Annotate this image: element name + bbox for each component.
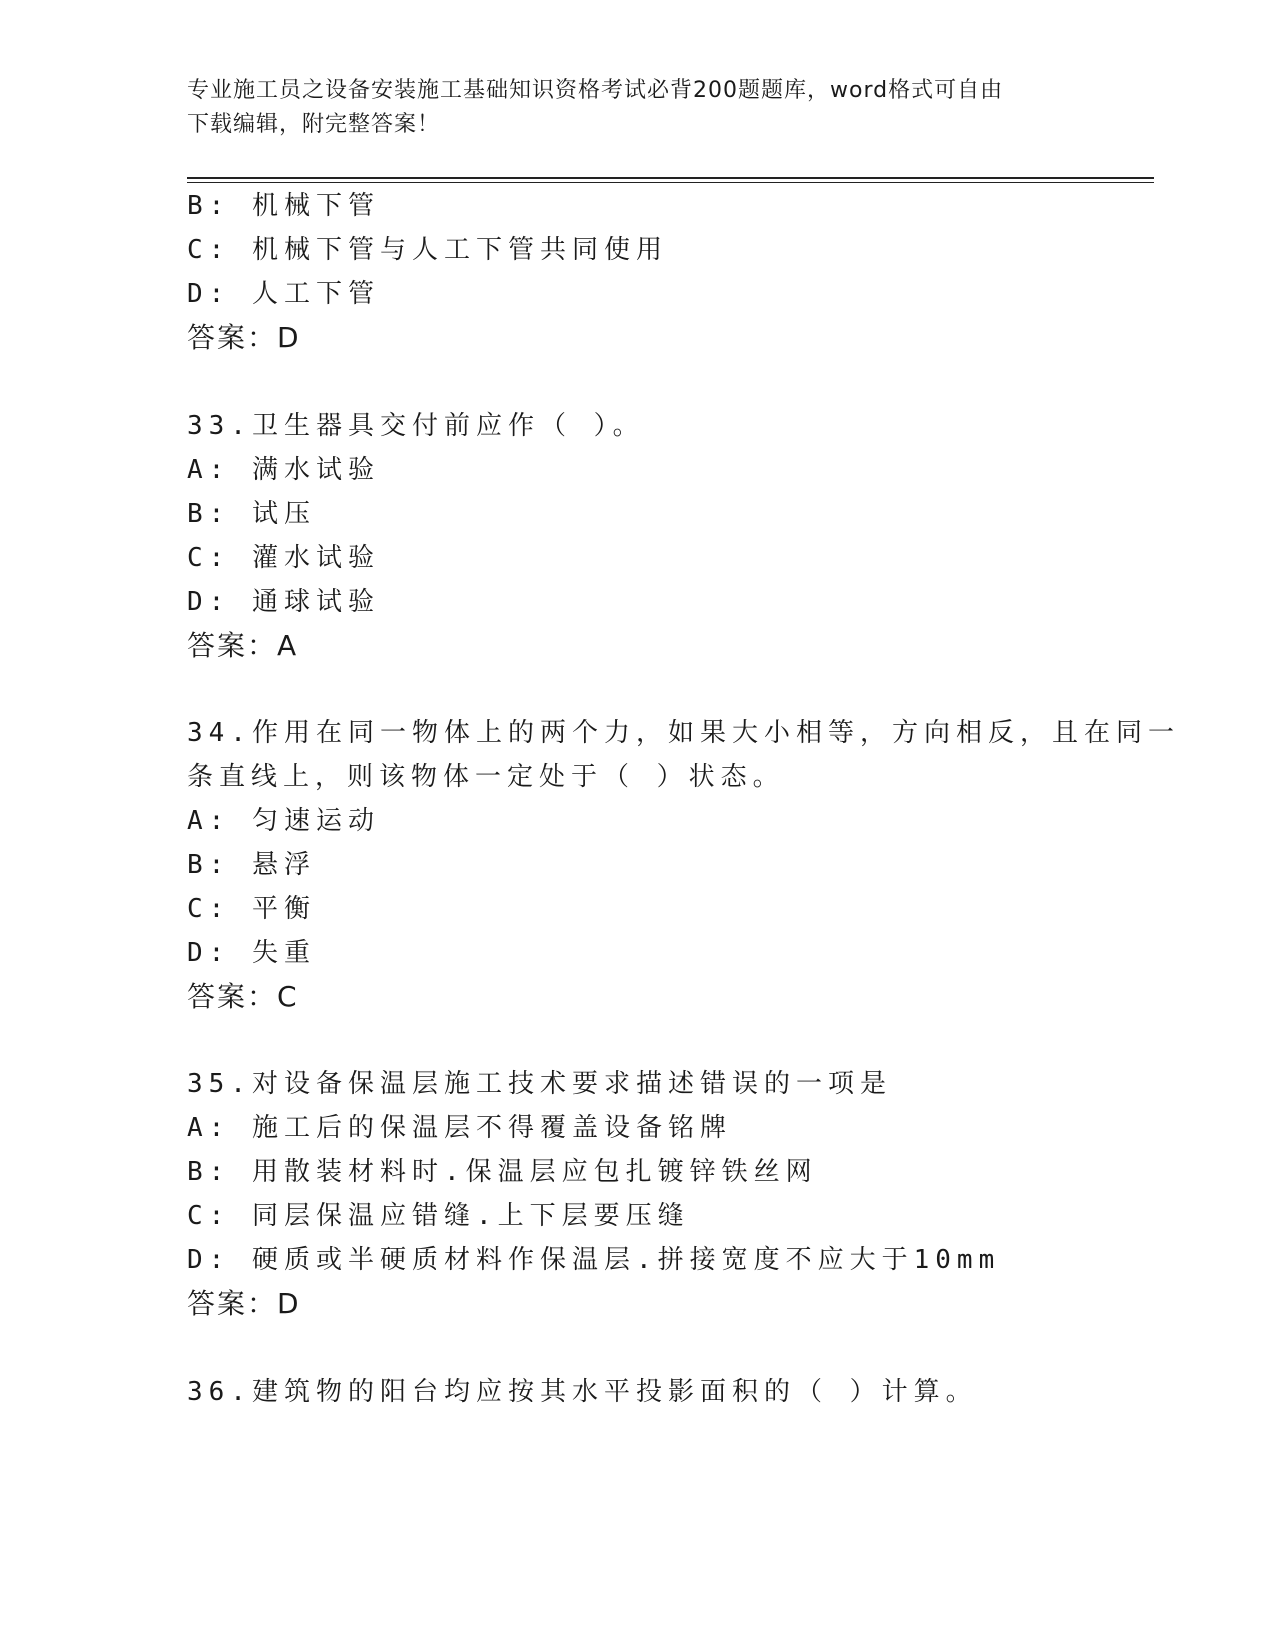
q32-option-b: B: 机械下管	[187, 191, 380, 221]
q34-question-line-1: 34.作用在同一物体上的两个力，如果大小相等，方向相反，且在同一	[187, 718, 1180, 748]
document-header	[187, 74, 1087, 142]
q32-answer: 答案：D	[187, 321, 301, 354]
q35-option-b: B: 用散装材料时.保温层应包扎镀锌铁丝网	[187, 1157, 818, 1187]
header-line-2: 下载编辑，附完整答案！	[187, 112, 441, 137]
q32-option-d: D: 人工下管	[187, 279, 380, 309]
header-divider-top	[187, 177, 1154, 179]
q34-option-c: C: 平衡	[187, 894, 316, 924]
q33-option-d: D: 通球试验	[187, 587, 380, 617]
q36-question: 36.建筑物的阳台均应按其水平投影面积的（ ）计算。	[187, 1377, 978, 1407]
q33-question: 33.卫生器具交付前应作（ ）。	[187, 411, 645, 441]
q35-option-a: A: 施工后的保温层不得覆盖设备铭牌	[187, 1113, 732, 1143]
q32-option-c: C: 机械下管与人工下管共同使用	[187, 235, 668, 265]
q34-question-line-2: 条直线上，则该物体一定处于（ ）状态。	[187, 762, 785, 792]
q33-option-b: B: 试压	[187, 499, 316, 529]
q34-option-b: B: 悬浮	[187, 850, 316, 880]
q33-option-c: C: 灌水试验	[187, 543, 380, 573]
q33-answer: 答案：A	[187, 629, 299, 662]
q34-option-a: A: 匀速运动	[187, 806, 380, 836]
q35-question: 35.对设备保温层施工技术要求描述错误的一项是	[187, 1069, 892, 1099]
header-line-1: 专业施工员之设备安装施工基础知识资格考试必背200题题库，word格式可自由	[187, 78, 1004, 103]
q33-option-a: A: 满水试验	[187, 455, 380, 485]
q35-answer: 答案：D	[187, 1287, 301, 1320]
header-divider-bottom	[187, 182, 1154, 183]
q35-option-c: C: 同层保温应错缝.上下层要压缝	[187, 1201, 690, 1231]
q35-option-d: D: 硬质或半硬质材料作保温层.拼接宽度不应大于10mm	[187, 1245, 1001, 1275]
q34-answer: 答案：C	[187, 980, 299, 1013]
q34-option-d: D: 失重	[187, 938, 316, 968]
